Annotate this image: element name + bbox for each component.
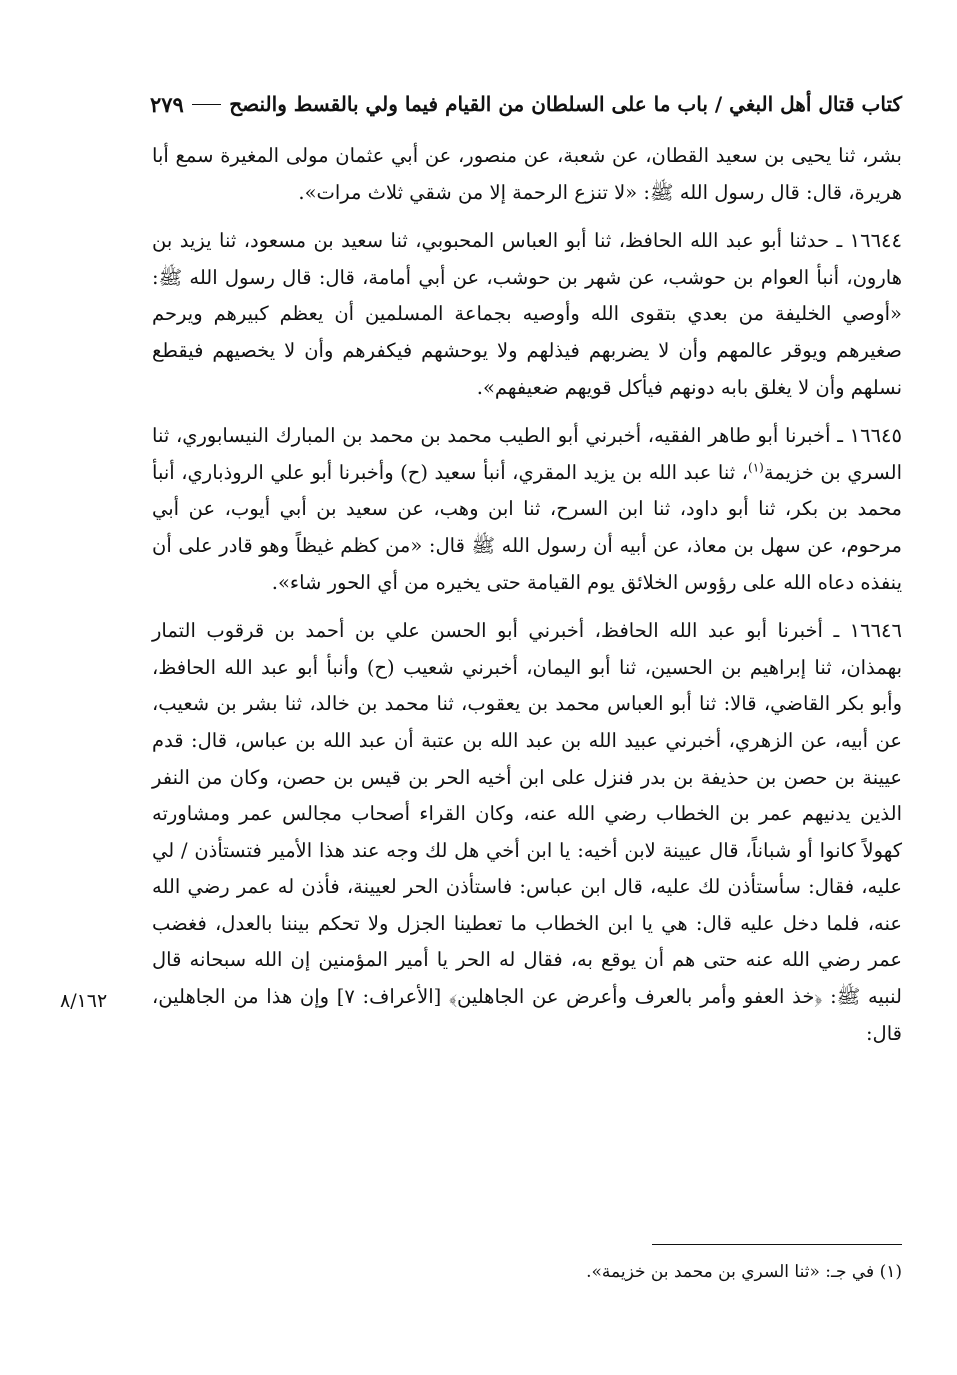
chapter-title: كتاب قتال أهل البغي / باب ما على السلطان من القيام فيما ولي بالقسط والنصح [229, 92, 902, 116]
footnote: (١) في جـ: «ثنا السري بن محمد بن خزيمة». [586, 1262, 902, 1282]
hadith-16645-part1: ١٦٦٤٥ ـ أخبرنا أبو طاهر الفقيه، أخبرني أبو الطيب محمد بن محمد بن المبارك النيسابوري، ثنا السري بن خزيمة [152, 424, 902, 484]
hadith-16646: ١٦٦٤٦ ـ أخبرنا أبو عبد الله الحافظ، أخبرني أبو الحسن علي بن أحمد بن قرقوب التمار بهمذان، ثنا إبراهيم بن الحسين، ثنا أبو اليمان، أخبرني شعيب (ح) وأنبأ أبو عبد الله الحافظ، وأبو بكر القاضي، قالا: ثنا أبو العباس محمد بن يعقوب، ثنا محمد بن خالد، ثنا بشر بن شعيب، عن أبيه، عن الزهري، أخبرني عبيد الله بن عبد الله بن عتبة أن عبد الله بن عباس، قال: قدم عيينة بن حصن بن حذيفة بن بدر فنزل على ابن أخيه الحر بن قيس بن حصن، وكان من النفر الذين يدنيهم عمر بن الخطاب رضي الله عنه، وكان القراء أصحاب مجالس عمر ومشاورته كهولاً كانوا أو شباناً، قال عيينة لابن أخيه: يا ابن أخي هل لك وجه عند هذا الأمير فتستأذن / لي عليه، فقال: سأستأذن لك عليه، قال ابن عباس: فاستأذن الحر لعيينة، فأذن له عمر رضي الله عنه، فلما دخل عليه قال: هي يا ابن الخطاب ما تعطينا الجزل ولا تحكم بيننا بالعدل، فغضب عمر رضي الله عنه حتى هم أن يوقع به، فقال له الحر يا أمير المؤمنين إن الله سبحانه قال لنبيه ﷺ: ﴿خذ العفو وأمر بالعرف وأعرض عن الجاهلين﴾ [الأعراف: ٧] وإن هذا من الجاهلين، قال: [152, 619, 902, 1045]
footnote-marker: (١) [748, 460, 764, 475]
hadith-16645-part2: ، ثنا عبد الله بن يزيد المقري، أنبأ سعيد (ح) وأخبرنا أبو علي الروذباري، أنبأ محمد بن بكر، ثنا أبو داود، ثنا ابن السرح، ثنا ابن وهب، عن سعيد بن أبي أيوب، عن أبي مرحوم، عن سهل بن معاذ، عن أبيه أن رسول الله ﷺ قال: «من كظم غيظاً وهو قادر على أن ينفذه دعاه الله على رؤوس الخلائق يوم القيامة حتى يخيره من أي الحور شاء». [152, 460, 902, 594]
manuscript-margin-reference: ٨/١٦٢ [60, 990, 108, 1012]
header-rule [192, 104, 221, 105]
page-number: ٢٧٩ [150, 91, 184, 117]
hadith-16645 [152, 418, 902, 601]
hadith-16644: ١٦٦٤٤ ـ حدثنا أبو عبد الله الحافظ، ثنا أبو العباس المحبوبي، ثنا سعيد بن مسعود، ثنا يزيد بن هارون، أنبأ العوام بن حوشب، عن شهر بن حوشب، عن أبي أمامة، قال: قال رسول الله ﷺ: «أوصي الخليفة من بعدي بتقوى الله وأوصيه بجماعة المسلمين أن يعظم كبيرهم ويرحم صغيرهم ويوقر عالمهم وأن لا يضربهم فيذلهم ولا يوحشهم فيكفرهم وأن لا يخصيهم فيقطع نسلهم وأن لا يغلق بابه دونهم فيأكل قويهم ضعيفهم». [152, 229, 902, 399]
paragraph-continuation: بشر، ثنا يحيى بن سعيد القطان، عن شعبة، عن منصور، عن أبي عثمان مولى المغيرة سمع أبا هريرة، قال: قال رسول الله ﷺ: «لا تنزع الرحمة إلا من شقي ثلاث مرات». [152, 144, 902, 204]
footnote-rule [652, 1244, 902, 1245]
main-text [152, 138, 902, 1052]
running-header [150, 84, 902, 124]
